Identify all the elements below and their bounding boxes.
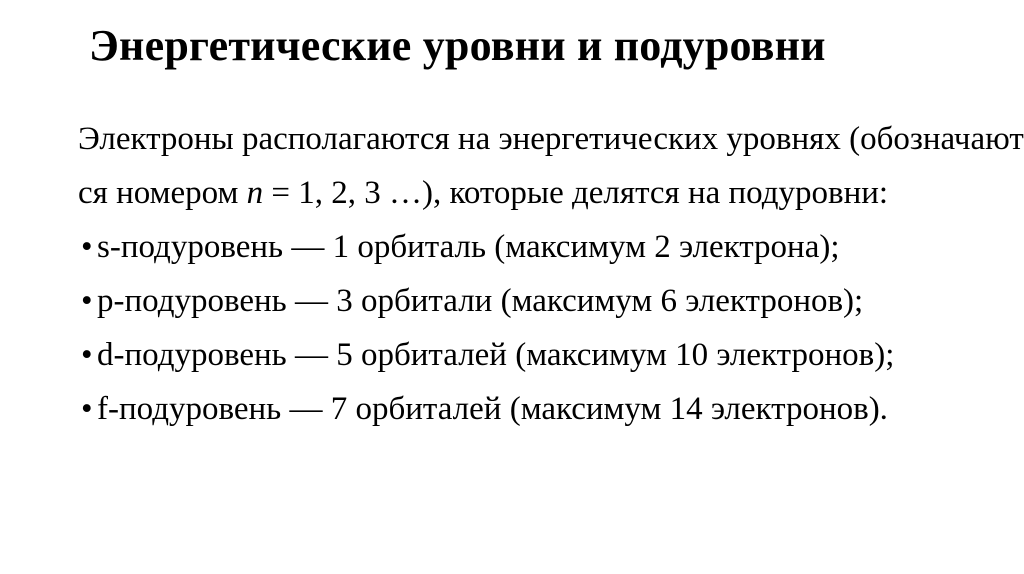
intro-line-1: Электроны располагаются на энергетических уровнях (обозначают	[78, 121, 1024, 157]
intro-line-2-suffix: = 1, 2, 3 …), которые делятся на подуровни:	[263, 175, 889, 211]
bullet-text-f: f-подуровень — 7 орбиталей (максимум 14 электронов).	[97, 391, 888, 427]
slide-body	[78, 112, 1024, 436]
intro-line-2-prefix: ся номером	[78, 175, 247, 211]
intro-variable-n: n	[246, 175, 264, 211]
bullet-item-p	[78, 274, 978, 328]
slide-title: Энергетические уровни и подуровни	[89, 21, 826, 70]
bullet-text-d: d-подуровень — 5 орбиталей (максимум 10 электронов);	[97, 337, 895, 373]
bullet-item-f	[78, 382, 978, 436]
bullet-marker: •	[81, 391, 93, 427]
bullet-text-p: p-подуровень — 3 орбитали (максимум 6 электронов);	[97, 283, 864, 319]
bullet-marker: •	[81, 283, 93, 319]
bullet-marker: •	[81, 229, 93, 265]
bullet-item-d	[78, 328, 978, 382]
bullet-text-s: s-подуровень — 1 орбиталь (максимум 2 электрона);	[97, 229, 840, 265]
intro-line-2	[78, 166, 978, 220]
bullet-item-s	[78, 220, 978, 274]
bullet-marker: •	[81, 337, 93, 373]
